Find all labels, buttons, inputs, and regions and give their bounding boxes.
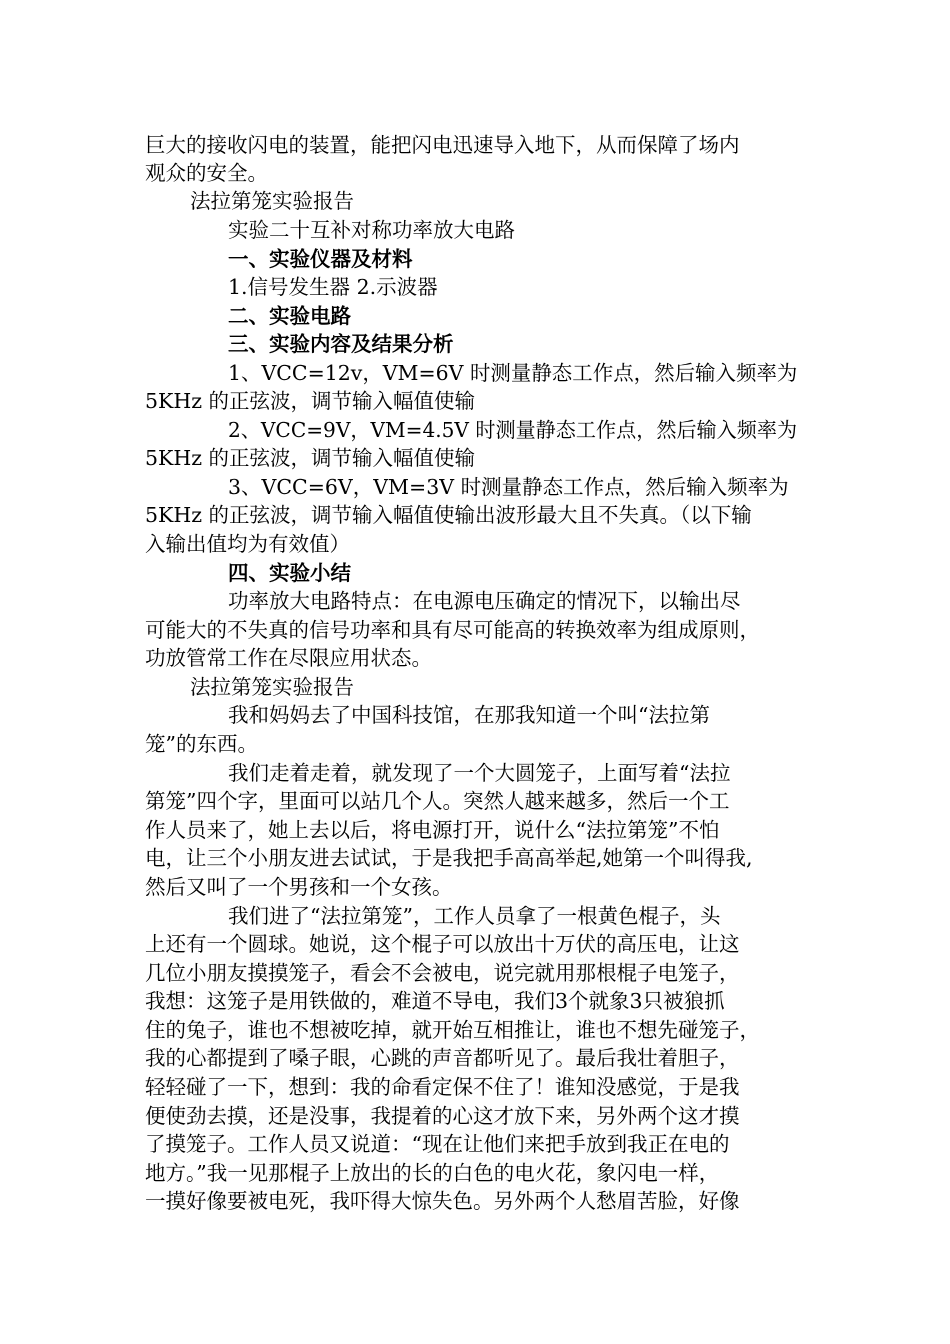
body-text-line: 我们走着走着，就发现了一个大圆笼子，上面写着“法拉 [228,761,731,785]
body-text-line: 一摸好像要被电死，我吓得大惊失色。另外两个人愁眉苦脸，好像 [145,1189,740,1213]
body-text-line: 5KHz 的正弦波，调节输入幅值使输 [145,389,476,413]
heading: 四、实验小结 [228,561,351,585]
body-text-line: 第笼”四个字，里面可以站几个人。突然人越来越多，然后一个工 [145,789,730,813]
body-text-line: 功放管常工作在尽限应用状态。 [145,646,432,670]
body-text-line: 我想：这笼子是用铁做的，难道不导电，我们3个就象3只被狼抓 [145,989,725,1013]
section-title: 法拉第笼实验报告 [190,189,354,213]
body-text-line: 观众的安全。 [145,161,268,185]
body-text-line: 5KHz 的正弦波，调节输入幅值使输出波形最大且不失真。（以下输 [145,503,752,527]
body-text-line: 1.信号发生器 2.示波器 [228,275,438,299]
heading: 二、实验电路 [228,304,351,328]
body-text-line: 几位小朋友摸摸笼子，看会不会被电，说完就用那根棍子电笼子， [145,961,740,985]
body-text-line: 作人员来了，她上去以后，将电源打开，说什么“法拉第笼”不怕 [145,818,720,842]
body-text-line: 住的兔子，谁也不想被吃掉，就开始互相推让，谁也不想先碰笼子， [145,1018,760,1042]
experiment-title: 实验二十互补对称功率放大电路 [228,218,515,242]
body-text-line: 了摸笼子。工作人员又说道：“现在让他们来把手放到我正在电的 [145,1132,730,1156]
body-text-line: 上还有一个圆球。她说，这个棍子可以放出十万伏的高压电，让这 [145,932,740,956]
heading: 一、实验仪器及材料 [228,247,413,271]
body-text-line: 电，让三个小朋友进去试试，于是我把手高高举起,她第一个叫得我, [145,846,753,870]
body-text-line: 2、VCC=9V，VM=4.5V 时测量静态工作点，然后输入频率为 [228,418,798,442]
body-text-line: 地方。”我一见那棍子上放出的长的白色的电火花，象闪电一样， [145,1161,720,1185]
body-text-line: 我们进了“法拉第笼”，工作人员拿了一根黄色棍子，头 [228,904,721,928]
heading: 三、实验内容及结果分析 [228,332,454,356]
body-text-line: 我的心都提到了嗓子眼，心跳的声音都听见了。最后我壮着胆子， [145,1046,740,1070]
body-text-line: 笼”的东西。 [145,732,258,756]
body-text-line: 轻轻碰了一下，想到：我的命看定保不住了！谁知没感觉，于是我 [145,1075,740,1099]
body-text-line: 便使劲去摸，还是没事，我提着的心这才放下来，另外两个这才摸 [145,1104,740,1128]
body-text-line: 巨大的接收闪电的装置，能把闪电迅速导入地下，从而保障了场内 [145,133,740,157]
body-text-line: 入输出值均为有效值） [145,532,350,556]
section-title: 法拉第笼实验报告 [190,675,354,699]
body-text-line: 1、VCC=12v，VM=6V 时测量静态工作点，然后输入频率为 [228,361,798,385]
body-text-line: 功率放大电路特点：在电源电压确定的情况下，以输出尽 [228,589,741,613]
body-text-line: 我和妈妈去了中国科技馆，在那我知道一个叫“法拉第 [228,703,710,727]
body-text-line: 3、VCC=6V，VM=3V 时测量静态工作点，然后输入频率为 [228,475,789,499]
body-text-line: 可能大的不失真的信号功率和具有尽可能高的转换效率为组成原则， [145,618,760,642]
body-text-line: 然后又叫了一个男孩和一个女孩。 [145,875,453,899]
body-text-line: 5KHz 的正弦波，调节输入幅值使输 [145,446,476,470]
